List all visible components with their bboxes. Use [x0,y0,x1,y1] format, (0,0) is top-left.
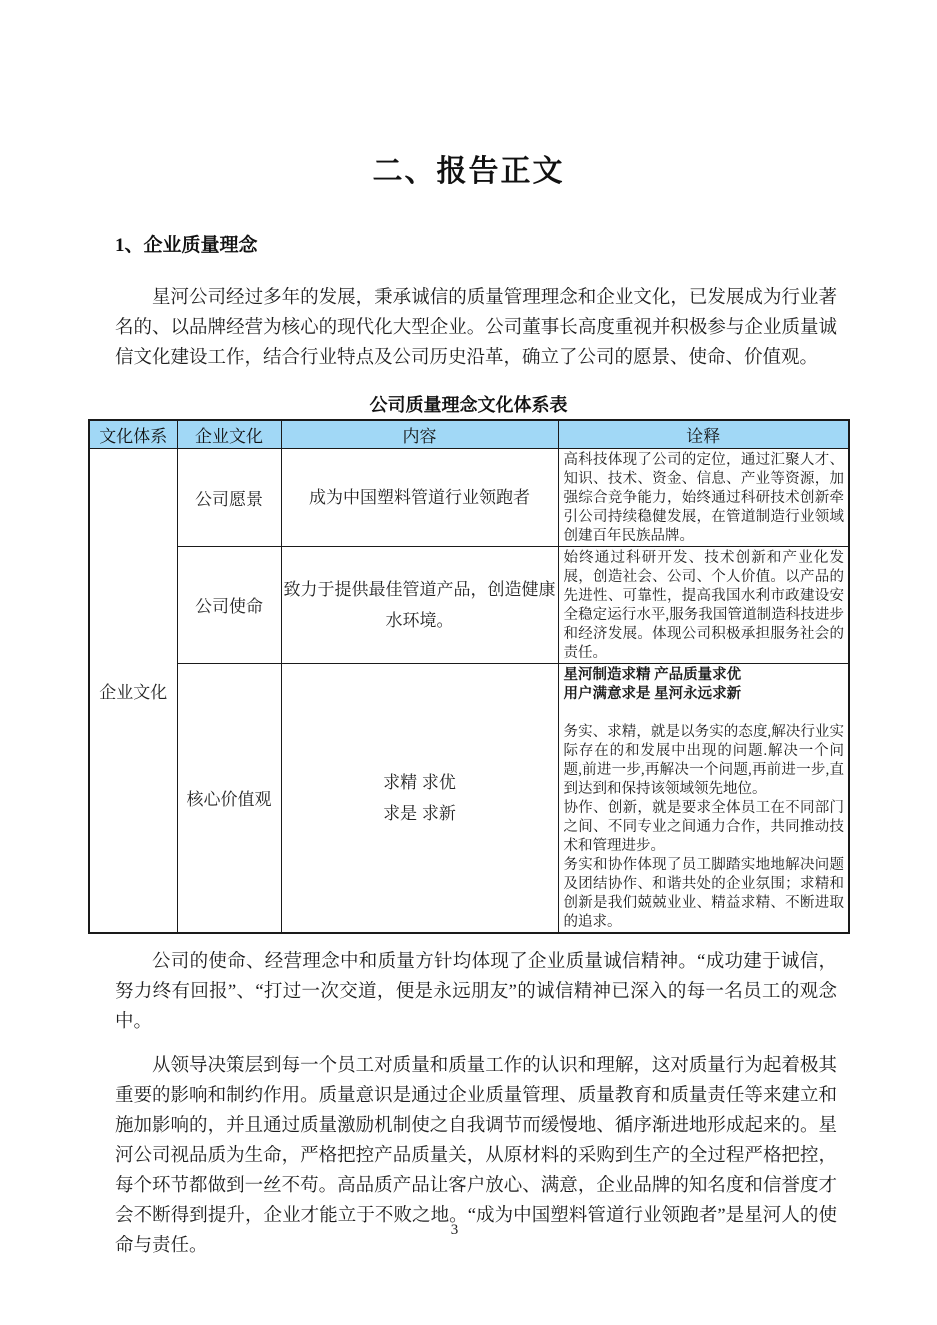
values-line: 求精 求优 [383,772,456,792]
interpretation-cell-vision: 高科技体现了公司的定位，通过汇聚人才、知识、技术、资金、信息、产业等资源，加强综合竞争能力，始终通过科研技术创新牵引公司持续稳健发展，在管道制造行业领域创建百年民族品牌。 [558,448,849,546]
motto-line: 用户满意求是 星河永远求新 [563,685,742,702]
page-content [88,0,849,1261]
section-heading: 1、企业质量理念 [115,235,258,256]
page-title: 二、报告正文 [372,155,565,188]
values-line: 求是 求新 [383,803,456,823]
interpretation-paragraph: 协作、创新，就是要求全体员工在不同部门之间、不同专业之间通力合作，共同推动技术和管理进步。 [563,799,844,854]
row-label-mission: 公司使命 [177,546,281,663]
motto-block [564,666,845,704]
row-label-values: 核心价值观 [177,663,281,933]
interpretation-cell-values [558,663,849,933]
table-caption: 公司质量理念文化体系表 [369,395,568,415]
table-row-vision [89,448,849,546]
paragraph-quality-awareness: 从领导决策层到每一个员工对质量和质量工作的认识和理解，这对质量行为起着极其重要的影响和制约作用。质量意识是通过企业质量管理、质量教育和质量责任等来建立和施加影响的，并且通过质量激励机制使之自我调节而缓慢地、循序渐进地形成起来的。星河公司视品质为生命，严格把控产品质量关，从原材料的采购到生产的全过程严格把控，每个环节都做到一丝不苟。高品质产品让客户放心、满意，企业品牌的知名度和信誉度才会不断得到提升，企业才能立于不败之地。“成为中国塑料管道行业领跑者”是星河人的使命与责任。 [115,1055,837,1256]
content-cell-vision: 成为中国塑料管道行业领跑者 [281,448,558,546]
column-header-culture: 企业文化 [177,420,281,448]
content-cell-mission: 致力于提供最佳管道产品，创造健康水环境。 [281,546,558,663]
table-row-mission [89,546,849,663]
interpretation-paragraph: 务实和协作体现了员工脚踏实地地解决问题及团结协作、和谐共处的企业氛围；求精和创新是我们兢兢业业、精益求精、不断进取的追求。 [563,856,844,930]
row-label-vision: 公司愿景 [177,448,281,546]
column-header-content: 内容 [281,420,558,448]
category-cell: 企业文化 [89,448,177,933]
content-cell-values [281,663,558,933]
interpretation-paragraph: 务实、求精，就是以务实的态度,解决行业实际存在的和发展中出现的问题.解决一个问题,前进一步,再解决一个问题,再前进一步,直到达到和保持该领域领先地位。 [563,723,844,797]
paragraph-intro: 星河公司经过多年的发展，秉承诚信的质量管理理念和企业文化，已发展成为行业著名的、以品牌经营为核心的现代化大型企业。公司董事长高度重视并积极参与企业质量诚信文化建设工作，结合行业特点及公司历史沿革，确立了公司的愿景、使命、价值观。 [115,288,837,368]
table-row-values [89,663,849,933]
column-header-interpretation: 诠释 [558,420,849,448]
interpretation-cell-mission: 始终通过科研开发、技术创新和产业化发展，创造社会、公司、个人价值。以产品的先进性、可靠性，提高我国水利市政建设安全稳定运行水平,服务我国管道制造科技进步和经济发展。体现公司积极承担服务社会的责任。 [558,546,849,663]
paragraph-spirit: 公司的使命、经营理念中和质量方针均体现了企业质量诚信精神。“成功建于诚信，努力终有回报”、“打过一次交道，便是永远朋友”的诚信精神已深入的每一名员工的观念中。 [115,951,837,1032]
table-header-row [89,420,849,448]
page-number: 3 [450,1222,459,1238]
column-header-system: 文化体系 [89,420,177,448]
motto-line: 星河制造求精 产品质量求优 [563,666,742,683]
culture-system-table [88,419,850,934]
